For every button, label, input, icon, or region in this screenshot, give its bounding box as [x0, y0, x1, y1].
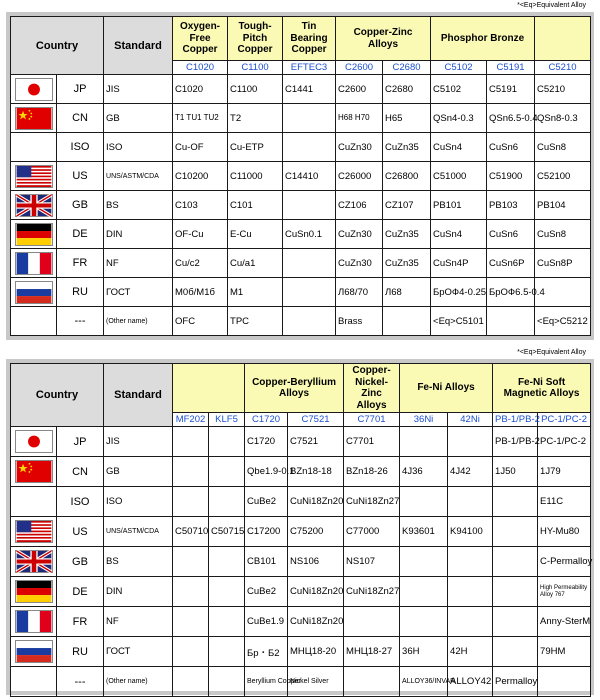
flag-cell	[11, 133, 57, 162]
alloy-cell: C75200	[288, 517, 344, 547]
alloy-table-1	[10, 16, 591, 336]
flag-cell	[11, 667, 57, 697]
alloy-cell	[448, 577, 493, 607]
group-header: Copper-Zinc Alloys	[336, 17, 431, 61]
alloy-cell: C-Permalloy	[538, 547, 591, 577]
table-row	[11, 307, 591, 336]
alloy-cell: Cu-ETP	[228, 133, 283, 162]
alloy-cell	[173, 427, 209, 457]
alloy-cell: QSn4-0.3	[431, 104, 487, 133]
alloy-cell: CuZn35	[383, 133, 431, 162]
uk-flag-icon	[15, 550, 53, 573]
alloy-cell	[173, 667, 209, 697]
group-header: Oxygen-Free Copper	[173, 17, 228, 61]
alloy-cell	[173, 577, 209, 607]
alloy-cell: CuNi18Zn20	[288, 487, 344, 517]
country-code: FR	[57, 249, 104, 278]
alloy-cell: PB103	[487, 191, 535, 220]
germany-flag-icon	[15, 580, 53, 603]
table-row	[11, 191, 591, 220]
alloy-cell	[283, 191, 336, 220]
equivalent-alloy-note-2: *<Eq>Equivalent Alloy	[517, 349, 586, 356]
alloy-code: C5102	[431, 61, 487, 75]
alloy-table-2	[10, 363, 591, 697]
alloy-cell	[538, 667, 591, 697]
alloy-cell: C2600	[336, 75, 383, 104]
alloy-code: C7521	[288, 413, 344, 427]
alloy-cell: 36H	[400, 637, 448, 667]
alloy-table-2-frame	[6, 359, 594, 695]
alloy-code: C1100	[228, 61, 283, 75]
alloy-cell: C5191	[487, 75, 535, 104]
country-code: US	[57, 517, 104, 547]
standard-header: Standard	[104, 17, 173, 75]
alloy-cell: H68 H70	[336, 104, 383, 133]
alloy-cell: High Permeability Alloy 767	[538, 577, 591, 607]
alloy-cell: E11C	[538, 487, 591, 517]
standard-name: DIN	[104, 220, 173, 249]
alloy-cell	[400, 577, 448, 607]
standard-name: (Other name)	[104, 667, 173, 697]
alloy-cell: C7521	[288, 427, 344, 457]
flag-cell	[11, 517, 57, 547]
alloy-cell: CuSn6	[487, 133, 535, 162]
standard-header: Standard	[104, 364, 173, 427]
china-flag-icon	[15, 107, 53, 130]
alloy-cell	[344, 607, 400, 637]
alloy-code: C5210	[535, 61, 591, 75]
alloy-cell: T1 TU1 TU2	[173, 104, 228, 133]
russia-flag-icon	[15, 640, 53, 663]
flag-cell	[11, 191, 57, 220]
country-code: DE	[57, 220, 104, 249]
group-header: Fe-Ni Alloys	[400, 364, 493, 413]
table-row	[11, 547, 591, 577]
alloy-cell	[283, 133, 336, 162]
alloy-cell: Cu/c2	[173, 249, 228, 278]
group-header: Tin Bearing Copper	[283, 17, 336, 61]
alloy-cell: CuNi18Zn27	[344, 577, 400, 607]
group-header: Copper-Beryllium Alloys	[245, 364, 344, 413]
alloy-cell	[400, 607, 448, 637]
group-header: Phosphor Bronze	[431, 17, 535, 61]
alloy-cell: CZ107	[383, 191, 431, 220]
table-row	[11, 249, 591, 278]
table-row	[11, 667, 591, 697]
alloy-cell: OF-Cu	[173, 220, 228, 249]
alloy-cell	[493, 517, 538, 547]
alloy-cell	[400, 427, 448, 457]
standard-name: UNS/ASTM/CDA	[104, 517, 173, 547]
alloy-cell: CuZn35	[383, 249, 431, 278]
alloy-table-1-frame	[6, 12, 594, 340]
alloy-cell	[493, 577, 538, 607]
alloy-cell: PB101	[431, 191, 487, 220]
alloy-code: C1020	[173, 61, 228, 75]
country-code: GB	[57, 191, 104, 220]
table-row	[11, 220, 591, 249]
alloy-cell	[487, 307, 535, 336]
flag-cell	[11, 104, 57, 133]
alloy-cell: Permalloy	[493, 667, 538, 697]
alloy-cell: 1J79	[538, 457, 591, 487]
alloy-cell	[209, 577, 245, 607]
alloy-cell: K93601	[400, 517, 448, 547]
alloy-cell: CuSn4P	[431, 249, 487, 278]
country-header: Country	[11, 364, 104, 427]
alloy-code: C2600	[336, 61, 383, 75]
alloy-cell	[448, 427, 493, 457]
alloy-cell: CB101	[245, 547, 288, 577]
alloy-cell: NS106	[288, 547, 344, 577]
standard-name: UNS/ASTM/CDA	[104, 162, 173, 191]
alloy-cell	[209, 547, 245, 577]
france-flag-icon	[15, 252, 53, 275]
alloy-code: MF202	[173, 413, 209, 427]
alloy-cell: OFC	[173, 307, 228, 336]
alloy-cell: БрОФ6.5-0.4	[487, 278, 535, 307]
alloy-cell: CuZn30	[336, 249, 383, 278]
alloy-cell	[493, 607, 538, 637]
alloy-cell: 42H	[448, 637, 493, 667]
country-code: FR	[57, 607, 104, 637]
alloy-cell: <Eq>C5212	[535, 307, 591, 336]
alloy-cell: Бр・Б2	[245, 637, 288, 667]
alloy-cell: CuSn6P	[487, 249, 535, 278]
alloy-cell: Beryllium Copper	[245, 667, 288, 697]
usa-flag-icon	[15, 165, 53, 188]
china-flag-icon	[15, 460, 53, 483]
country-code: JP	[57, 427, 104, 457]
country-code: JP	[57, 75, 104, 104]
table-row	[11, 162, 591, 191]
alloy-cell: C50715	[209, 517, 245, 547]
table-row	[11, 517, 591, 547]
alloy-cell: C17200	[245, 517, 288, 547]
alloy-cell: C77000	[344, 517, 400, 547]
alloy-cell	[209, 487, 245, 517]
alloy-cell: C26800	[383, 162, 431, 191]
alloy-code: C7701	[344, 413, 400, 427]
alloy-code: C5191	[487, 61, 535, 75]
table-row	[11, 457, 591, 487]
flag-cell	[11, 427, 57, 457]
flag-cell	[11, 457, 57, 487]
alloy-code: PB-1/PB-2	[493, 413, 538, 427]
alloy-cell: PB104	[535, 191, 591, 220]
alloy-cell: CuBe2	[245, 577, 288, 607]
usa-flag-icon	[15, 520, 53, 543]
country-code: ISO	[57, 133, 104, 162]
alloy-cell: CuSn8	[535, 133, 591, 162]
alloy-code: 36Ni	[400, 413, 448, 427]
alloy-cell: Anny-SterM	[538, 607, 591, 637]
alloy-cell: H65	[383, 104, 431, 133]
standard-name: BS	[104, 547, 173, 577]
alloy-code: PC-1/PC-2	[538, 413, 591, 427]
alloy-cell	[493, 487, 538, 517]
table-row	[11, 278, 591, 307]
alloy-cell: C14410	[283, 162, 336, 191]
alloy-cell	[493, 547, 538, 577]
alloy-cell	[173, 547, 209, 577]
standard-name: GB	[104, 104, 173, 133]
alloy-cell	[283, 249, 336, 278]
flag-cell	[11, 487, 57, 517]
standard-name: (Other name)	[104, 307, 173, 336]
alloy-cell	[448, 607, 493, 637]
japan-flag-icon	[15, 430, 53, 453]
country-code: RU	[57, 637, 104, 667]
alloy-cell	[209, 427, 245, 457]
alloy-cell: C50710	[173, 517, 209, 547]
flag-cell	[11, 577, 57, 607]
country-code: GB	[57, 547, 104, 577]
alloy-cell	[383, 307, 431, 336]
alloy-code: C1720	[245, 413, 288, 427]
flag-cell	[11, 637, 57, 667]
alloy-cell: CuNi18Zn27	[344, 487, 400, 517]
alloy-cell: CuBe2	[245, 487, 288, 517]
alloy-cell	[400, 547, 448, 577]
alloy-cell: QSn6.5-0.4	[487, 104, 535, 133]
country-code: RU	[57, 278, 104, 307]
alloy-cell: 4J36	[400, 457, 448, 487]
alloy-cell: QSn8-0.3	[535, 104, 591, 133]
alloy-cell: CuSn4	[431, 220, 487, 249]
alloy-cell: CuNi18Zn20	[288, 607, 344, 637]
alloy-cell: CuZn30	[336, 220, 383, 249]
alloy-cell: C11000	[228, 162, 283, 191]
country-code: US	[57, 162, 104, 191]
alloy-cell: Л68/70	[336, 278, 383, 307]
alloy-cell	[283, 104, 336, 133]
alloy-cell: C1441	[283, 75, 336, 104]
alloy-cell: C101	[228, 191, 283, 220]
flag-cell	[11, 249, 57, 278]
alloy-cell: BZn18-26	[344, 457, 400, 487]
alloy-cell	[209, 457, 245, 487]
flag-cell	[11, 278, 57, 307]
alloy-cell	[173, 607, 209, 637]
alloy-cell: C7701	[344, 427, 400, 457]
alloy-cell: Л68	[383, 278, 431, 307]
standard-name: ISO	[104, 133, 173, 162]
table-row	[11, 104, 591, 133]
standard-name: DIN	[104, 577, 173, 607]
alloy-cell: C51900	[487, 162, 535, 191]
japan-flag-icon	[15, 78, 53, 101]
group-header	[173, 364, 245, 413]
alloy-code: 42Ni	[448, 413, 493, 427]
country-code: ISO	[57, 487, 104, 517]
table-row	[11, 75, 591, 104]
flag-cell	[11, 75, 57, 104]
alloy-cell: TPC	[228, 307, 283, 336]
alloy-cell: C5102	[431, 75, 487, 104]
alloy-code: EFTEC3	[283, 61, 336, 75]
alloy-cell	[209, 667, 245, 697]
alloy-cell: C1720	[245, 427, 288, 457]
alloy-cell: 79HM	[538, 637, 591, 667]
flag-cell	[11, 607, 57, 637]
alloy-cell: CuNi18Zn20	[288, 577, 344, 607]
alloy-cell: Nickel Silver	[288, 667, 344, 697]
country-code: ---	[57, 667, 104, 697]
standard-name: ISO	[104, 487, 173, 517]
alloy-cell: <Eq>C5101	[431, 307, 487, 336]
flag-cell	[11, 547, 57, 577]
alloy-cell: C26000	[336, 162, 383, 191]
alloy-cell: МНЦ18-27	[344, 637, 400, 667]
alloy-cell: CuSn6	[487, 220, 535, 249]
alloy-cell: C51000	[431, 162, 487, 191]
alloy-code: C2680	[383, 61, 431, 75]
alloy-cell: C1020	[173, 75, 228, 104]
country-code: CN	[57, 104, 104, 133]
alloy-cell: CuZn30	[336, 133, 383, 162]
alloy-cell: T2	[228, 104, 283, 133]
group-header: Copper-Nickel-Zinc Alloys	[344, 364, 400, 413]
alloy-cell	[493, 637, 538, 667]
table-row	[11, 133, 591, 162]
table-row	[11, 577, 591, 607]
standard-name: ГОСТ	[104, 637, 173, 667]
standard-name: NF	[104, 607, 173, 637]
standard-name: JIS	[104, 75, 173, 104]
alloy-cell: Cu-OF	[173, 133, 228, 162]
country-header: Country	[11, 17, 104, 75]
country-code: DE	[57, 577, 104, 607]
alloy-cell: PC-1/PC-2	[538, 427, 591, 457]
alloy-cell: 1J50	[493, 457, 538, 487]
alloy-cell: HY-Mu80	[538, 517, 591, 547]
table-row	[11, 427, 591, 457]
group-header: Fe-Ni Soft Magnetic Alloys	[493, 364, 591, 413]
standard-name: JIS	[104, 427, 173, 457]
alloy-cell: BZn18-18	[288, 457, 344, 487]
country-code: ---	[57, 307, 104, 336]
alloy-cell: NS107	[344, 547, 400, 577]
alloy-cell: PB-1/PB-2	[493, 427, 538, 457]
alloy-cell	[400, 487, 448, 517]
alloy-cell: CuSn0.1	[283, 220, 336, 249]
flag-cell	[11, 220, 57, 249]
france-flag-icon	[15, 610, 53, 633]
alloy-cell: M0б/M1б	[173, 278, 228, 307]
alloy-cell: CZ106	[336, 191, 383, 220]
alloy-cell: Brass	[336, 307, 383, 336]
flag-cell	[11, 162, 57, 191]
country-code: CN	[57, 457, 104, 487]
alloy-cell: CuBe1.9	[245, 607, 288, 637]
alloy-cell: 4J42	[448, 457, 493, 487]
alloy-cell	[448, 547, 493, 577]
alloy-cell: CuSn8P	[535, 249, 591, 278]
table-row	[11, 487, 591, 517]
alloy-cell: M1	[228, 278, 283, 307]
alloy-cell	[344, 667, 400, 697]
alloy-cell	[209, 607, 245, 637]
alloy-cell: E-Cu	[228, 220, 283, 249]
alloy-cell	[173, 487, 209, 517]
standard-name: GB	[104, 457, 173, 487]
equivalent-alloy-note: *<Eq>Equivalent Alloy	[517, 2, 586, 9]
alloy-cell: Qbe1.9-0.1	[245, 457, 288, 487]
alloy-cell: МНЦ18-20	[288, 637, 344, 667]
alloy-cell: CuSn8	[535, 220, 591, 249]
alloy-cell: C103	[173, 191, 228, 220]
alloy-code: KLF5	[209, 413, 245, 427]
alloy-cell: C5210	[535, 75, 591, 104]
alloy-cell: C1100	[228, 75, 283, 104]
standard-name: BS	[104, 191, 173, 220]
alloy-cell: CuSn4	[431, 133, 487, 162]
alloy-cell: Cu/a1	[228, 249, 283, 278]
alloy-cell	[173, 457, 209, 487]
russia-flag-icon	[15, 281, 53, 304]
table-row	[11, 607, 591, 637]
alloy-cell: C10200	[173, 162, 228, 191]
alloy-cell	[283, 307, 336, 336]
alloy-cell: БрОФ4-0.25	[431, 278, 487, 307]
alloy-cell	[448, 487, 493, 517]
alloy-cell: ALLOY42	[448, 667, 493, 697]
table-row	[11, 637, 591, 667]
alloy-cell: ALLOY36/INVAR	[400, 667, 448, 697]
uk-flag-icon	[15, 194, 53, 217]
alloy-cell	[283, 278, 336, 307]
alloy-cell: C2680	[383, 75, 431, 104]
standard-name: NF	[104, 249, 173, 278]
alloy-cell: K94100	[448, 517, 493, 547]
flag-cell	[11, 307, 57, 336]
group-header: Tough-Pitch Copper	[228, 17, 283, 61]
alloy-cell: CuZn35	[383, 220, 431, 249]
germany-flag-icon	[15, 223, 53, 246]
alloy-cell: C52100	[535, 162, 591, 191]
alloy-cell	[209, 637, 245, 667]
group-header	[535, 17, 591, 61]
alloy-cell	[173, 637, 209, 667]
standard-name: ГОСТ	[104, 278, 173, 307]
